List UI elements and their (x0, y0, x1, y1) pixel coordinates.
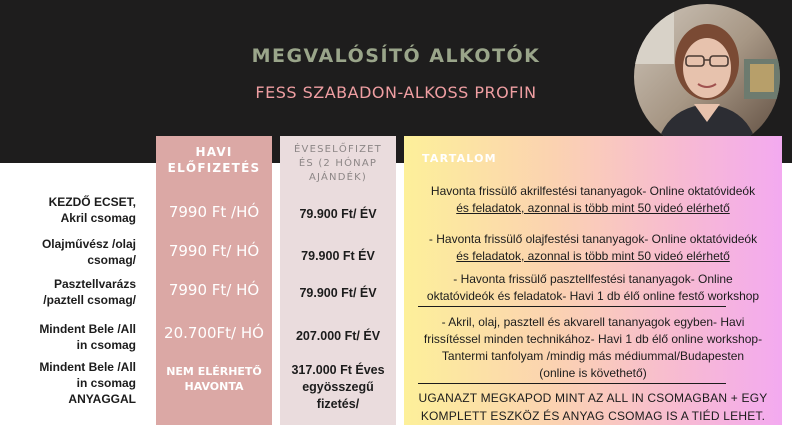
column-header-line: ELŐFIZETÉS (167, 161, 261, 175)
row-label-line: /paztell csomag/ (43, 293, 136, 307)
row-label-line: Mindent Bele /All (39, 322, 136, 336)
havi-unavailable (156, 364, 272, 394)
content-line: frissítéssel minden technikához- Havi 1 db élő online workshop- (423, 332, 763, 346)
eves-price (280, 362, 396, 413)
column-header-line: ÉS (2 HÓNAP (298, 158, 378, 169)
row-content (404, 314, 782, 382)
column-header-tartalom: TARTALOM (422, 152, 497, 165)
row-label-line: Mindent Bele /All (39, 360, 136, 374)
content-line: - Havonta frissülő pasztellfestési tananyagok- Online (453, 272, 733, 286)
row-label-olaj (42, 236, 136, 268)
row-content (404, 389, 782, 425)
row-label-line: in csomag (76, 376, 136, 390)
row-label-pasztell (43, 276, 136, 308)
eves-price: 79.900 Ft/ ÉV (299, 207, 377, 221)
eves-line: 317.000 Ft Éves (291, 363, 385, 377)
row-label-line: csomag/ (87, 253, 136, 267)
avatar (634, 4, 780, 150)
row-label-line: in csomag (76, 338, 136, 352)
column-header-havi (156, 144, 272, 176)
content-line: UGANAZT MEGKAPOD MINT AZ ALL IN CSOMAGBAN + EGY (418, 391, 768, 405)
row-label-kezdo (49, 194, 136, 226)
column-header-line: ÉVESELŐFIZET (294, 144, 382, 155)
row-label-line: Pasztellvarázs (53, 277, 136, 291)
content-line: oktatóvideók és feladatok- Havi 1 db élő online festő workshop (426, 289, 760, 303)
row-content (404, 271, 782, 305)
content-line: Tantermi tanfolyam /mindig más médiummal/Budapesten (441, 349, 745, 363)
content-line: Havonta frissülő akrilfestési tananyagok- Online oktatóvideók (430, 184, 756, 198)
divider (418, 306, 726, 307)
havi-line: NEM ELÉRHETŐ (166, 365, 262, 378)
presenter-photo-icon (634, 4, 780, 150)
column-header-line: AJÁNDÉK) (308, 172, 367, 183)
havi-price: 20.700Ft/ HÓ (164, 324, 264, 342)
content-line: és feladatok, azonnal is több mint 50 videó elérhető (456, 249, 730, 263)
divider (418, 383, 726, 384)
row-label-mindent (39, 321, 136, 353)
page-title: MEGVALÓSÍTÓ ALKOTÓK (251, 45, 541, 67)
havi-line: HAVONTA (184, 380, 244, 393)
column-header-eves (280, 143, 396, 185)
row-content (404, 183, 782, 217)
havi-price: 7990 Ft /HÓ (168, 203, 260, 221)
column-header-line: HAVI (195, 145, 233, 159)
row-label-line: ANYAGGAL (68, 392, 136, 406)
row-label-line: Olajművész /olaj (41, 237, 136, 251)
content-line: (online is követhető) (539, 366, 647, 380)
havi-price: 7990 Ft/ HÓ (168, 281, 260, 299)
row-label-anyaggal (39, 359, 136, 407)
eves-price: 207.000 Ft/ ÉV (295, 329, 381, 343)
row-label-line: Akril csomag (60, 211, 136, 225)
eves-line: fizetés/ (316, 397, 360, 411)
content-line: - Havonta frissülő olajfestési tananyagok- Online oktatóvideók (428, 232, 758, 246)
havi-price: 7990 Ft/ HÓ (168, 242, 260, 260)
row-label-line: KEZDŐ ECSET, (48, 195, 136, 209)
content-line: és feladatok, azonnal is több mint 50 videó elérhető (456, 201, 730, 215)
eves-price: 79.900 Ft ÉV (301, 249, 375, 263)
row-content (404, 231, 782, 265)
page-subtitle: FESS SZABADON-ALKOSS PROFIN (255, 83, 537, 102)
eves-price: 79.900 Ft/ ÉV (299, 286, 377, 300)
content-line: KOMPLETT ESZKÖZ ÉS ANYAG CSOMAG IS A TIÉD LEHET. (420, 409, 766, 423)
content-line: - Akril, olaj, pasztell és akvarell tananyagok egyben- Havi (441, 315, 745, 329)
eves-line: egyösszegű (302, 380, 374, 394)
